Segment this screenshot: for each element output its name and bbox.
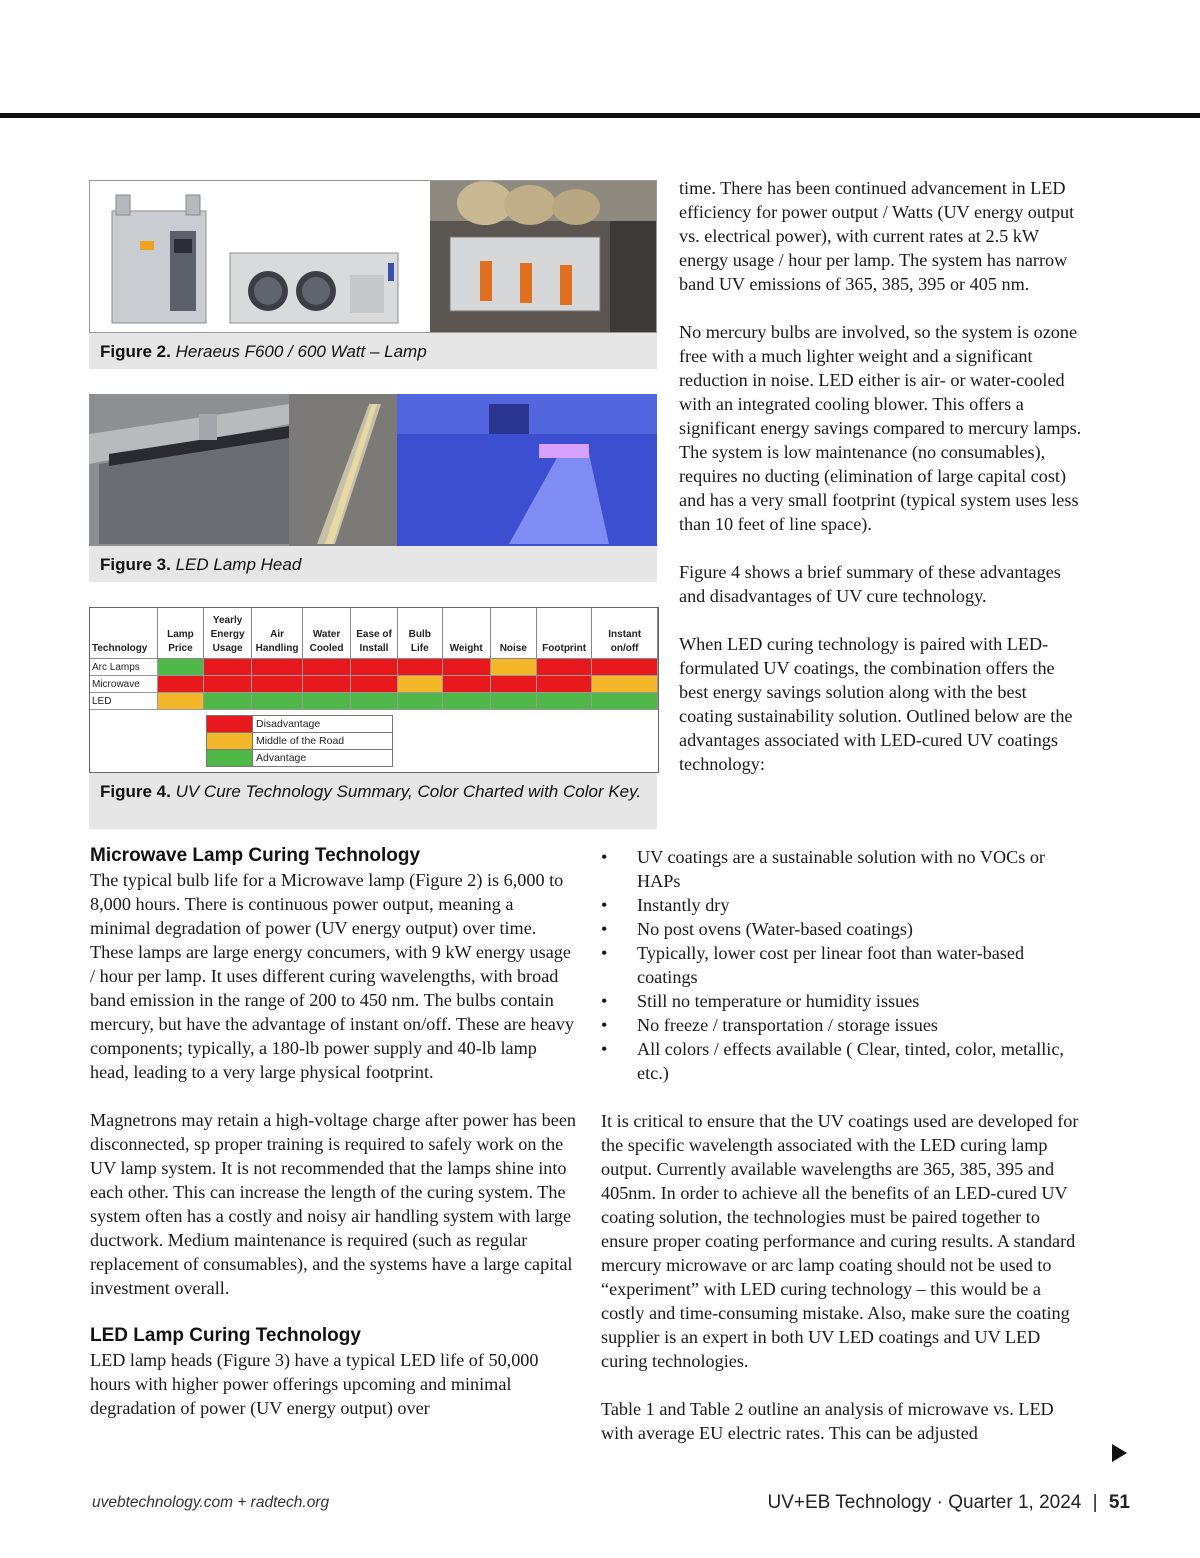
right-column-upper	[679, 176, 1083, 776]
rating-cell-disadvantage	[490, 676, 536, 693]
list-item: • UV coatings are a sustainable solution with no VOCs or HAPs	[601, 845, 1081, 893]
list-item: • No post ovens (Water-based coatings)	[601, 917, 1081, 941]
figure-2-image	[89, 180, 657, 333]
figure-2-caption-text: Heraeus F600 / 600 Watt – Lamp	[175, 342, 427, 361]
rating-cell-disadvantage	[252, 659, 303, 676]
key-label: Middle of the Road	[253, 733, 393, 750]
rating-cell-disadvantage	[397, 659, 442, 676]
led-heading: LED Lamp Curing Technology	[90, 1325, 361, 1346]
rating-cell-disadvantage	[536, 659, 591, 676]
right-paragraph-6: Table 1 and Table 2 outline an analysis of microwave vs. LED with average EU electric rates. This can be adjusted	[601, 1399, 1054, 1443]
column-header: Yearly Energy Usage	[204, 608, 252, 659]
microwave-paragraph-2: Magnetrons may retain a high-voltage charge after power has been disconnected, sp proper training is required to safely work on the UV lamp system. It is not recommended that the lamps shine into each other. This can increase the length of the curing system. The system often has a costly and noisy air handling system with large ductwork. Medium maintenance is required (such as regular replacement of consumables), and the systems have a large capital investment overall.	[90, 1110, 576, 1298]
list-item: • Instantly dry	[601, 893, 1081, 917]
table-row	[90, 659, 658, 676]
continue-arrow-icon	[1112, 1444, 1127, 1462]
summary-table	[90, 608, 658, 710]
right-paragraph-3: Figure 4 shows a brief summary of these advantages and disadvantages of UV cure technology.	[679, 562, 1061, 606]
column-header: Water Cooled	[302, 608, 350, 659]
rating-cell-disadvantage	[302, 676, 350, 693]
key-row	[207, 733, 393, 750]
rating-cell-disadvantage	[442, 659, 490, 676]
rating-cell-middle	[157, 693, 203, 710]
left-column	[90, 844, 576, 1420]
table-row	[90, 676, 658, 693]
figure-4-caption-text: UV Cure Technology Summary, Color Charted with Color Key.	[175, 782, 642, 801]
rating-cell-advantage	[490, 693, 536, 710]
figure-4-chart	[89, 607, 659, 773]
right-paragraph-1: time. There has been continued advancement in LED efficiency for power output / Watts (UV energy output vs. electrical power), with current rates at 2.5 kW energy usage / hour per lamp. The system has narrow band UV emissions of 365, 385, 395 or 405 nm.	[679, 178, 1075, 294]
figure-4-label: Figure 4.	[100, 782, 171, 801]
header-rule	[0, 113, 1200, 118]
row-label: Arc Lamps	[90, 659, 157, 676]
list-item: • Still no temperature or humidity issues	[601, 989, 1081, 1013]
right-paragraph-4: When LED curing technology is paired with LED-formulated UV coatings, the combination offers the best energy savings solution along with the best coating sustainability solution. Outlined below are the advantages associated with LED-cured UV coatings technology:	[679, 634, 1073, 774]
rating-cell-disadvantage	[302, 659, 350, 676]
key-swatch	[207, 750, 253, 767]
rating-cell-advantage	[397, 693, 442, 710]
rating-cell-advantage	[252, 693, 303, 710]
figure-4-caption	[89, 773, 657, 829]
rating-cell-disadvantage	[351, 659, 398, 676]
microwave-heading: Microwave Lamp Curing Technology	[90, 845, 421, 866]
column-header: Instant on/off	[592, 608, 658, 659]
rating-cell-disadvantage	[252, 676, 303, 693]
column-header: Weight	[442, 608, 490, 659]
list-item: • All colors / effects available ( Clear, tinted, color, metallic, etc.)	[601, 1037, 1081, 1085]
rating-cell-middle	[397, 676, 442, 693]
column-header: Air Handling	[252, 608, 303, 659]
key-row	[207, 750, 393, 767]
rating-cell-disadvantage	[204, 659, 252, 676]
figure-2-label: Figure 2.	[100, 342, 171, 361]
footer-separator: |	[1092, 1492, 1098, 1513]
page-number: 51	[1108, 1492, 1130, 1513]
table-row	[90, 693, 658, 710]
list-item: • Typically, lower cost per linear foot than water-based coatings	[601, 941, 1081, 989]
footer-websites: uvebtechnology.com + radtech.org	[92, 1494, 330, 1511]
led-paragraph-1: LED lamp heads (Figure 3) have a typical LED life of 50,000 hours with higher power offerings upcoming and minimal degradation of power (UV energy output) over	[90, 1350, 539, 1418]
figure-3-caption	[89, 546, 657, 582]
column-header: Footprint	[536, 608, 591, 659]
color-key	[206, 715, 393, 767]
rating-cell-middle	[592, 676, 658, 693]
key-swatch	[207, 733, 253, 750]
rating-cell-advantage	[351, 693, 398, 710]
advantages-list	[601, 845, 1081, 1085]
column-header: Technology	[90, 608, 157, 659]
rating-cell-advantage	[302, 693, 350, 710]
column-header: Lamp Price	[157, 608, 203, 659]
column-header: Ease of Install	[351, 608, 398, 659]
figure-3-image	[89, 394, 657, 546]
figure-3-label: Figure 3.	[100, 555, 171, 574]
right-paragraph-2: No mercury bulbs are involved, so the system is ozone free with a much lighter weight and a significant reduction in noise. LED either is air- or water-cooled with an integrated cooling blower. This offers a significant energy savings compared to mercury lamps. The system is low maintenance (no consumables), requires no ducting (elimination of large capital cost) and has a very small footprint (typical system uses less than 10 feet of line space).	[679, 322, 1082, 534]
rating-cell-disadvantage	[592, 659, 658, 676]
row-label: Microwave	[90, 676, 157, 693]
rating-cell-disadvantage	[442, 676, 490, 693]
rating-cell-middle	[490, 659, 536, 676]
rating-cell-disadvantage	[204, 676, 252, 693]
right-paragraph-5: It is critical to ensure that the UV coatings used are developed for the specific wavelength associated with the LED curing lamp output. Currently available wavelengths are 365, 385, 395 and 405nm. In order to achieve all the benefits of an LED-cured UV coating solution, the technologies must be paired together to ensure proper coating performance and curing results. A standard mercury microwave or arc lamp coating should not be used to “experiment” with LED curing technology – this would be a costly and time-consuming mistake. Also, make sure the coating supplier is an expert in both UV LED coatings and UV LED curing technologies.	[601, 1111, 1079, 1371]
key-label: Advantage	[253, 750, 393, 767]
rating-cell-advantage	[204, 693, 252, 710]
column-header: Bulb Life	[397, 608, 442, 659]
rating-cell-disadvantage	[351, 676, 398, 693]
right-column-lower	[601, 845, 1081, 1445]
rating-cell-advantage	[442, 693, 490, 710]
rating-cell-advantage	[157, 659, 203, 676]
figure-2-caption	[89, 333, 657, 369]
row-label: LED	[90, 693, 157, 710]
microwave-paragraph-1: The typical bulb life for a Microwave lamp (Figure 2) is 6,000 to 8,000 hours. There is continuous power output, meaning a minimal degradation of power (UV energy output) over time. These lamps are large energy concumers, with 9 kW energy usage / hour per lamp. It uses different curing wavelengths, with broad band emission in the range of 200 to 450 nm. The bulbs contain mercury, but have the advantage of instant on/off. These are heavy components; typically, a 180-lb power supply and 40-lb lamp head, leading to a very large physical footprint.	[90, 870, 574, 1082]
footer-publication	[767, 1492, 1130, 1514]
publication-title: UV+EB Technology · Quarter 1, 2024	[767, 1492, 1082, 1513]
key-label: Disadvantage	[253, 716, 393, 733]
list-item: • No freeze / transportation / storage issues	[601, 1013, 1081, 1037]
rating-cell-disadvantage	[536, 676, 591, 693]
rating-cell-disadvantage	[157, 676, 203, 693]
column-header: Noise	[490, 608, 536, 659]
rating-cell-advantage	[536, 693, 591, 710]
rating-cell-advantage	[592, 693, 658, 710]
figure-3-caption-text: LED Lamp Head	[175, 555, 302, 574]
key-swatch	[207, 716, 253, 733]
key-row	[207, 716, 393, 733]
